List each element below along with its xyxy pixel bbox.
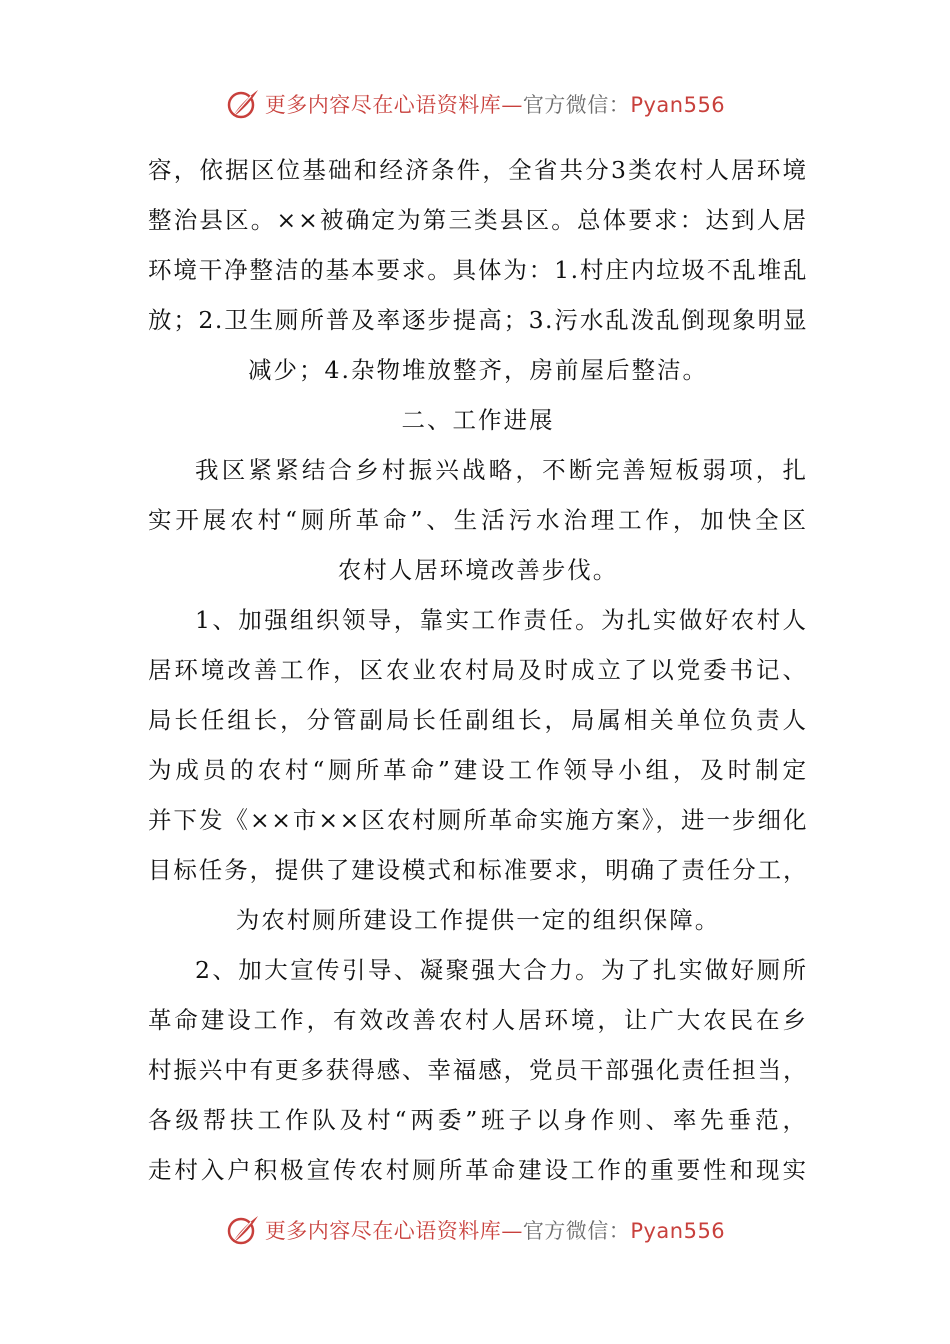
text-line: 我区紧紧结合乡村振兴战略，不断完善短板弱项，扎 <box>195 456 808 484</box>
text-line: 实开展农村“厕所革命”、生活污水治理工作，加快全区 <box>148 506 808 534</box>
watermark-banner-bottom <box>0 1210 950 1250</box>
banner-wechat-id: Pyan556 <box>630 1219 726 1243</box>
text-line: 2、加大宣传引导、凝聚强大合力。为了扎实做好厕所 <box>195 956 808 984</box>
text-line: 并下发《××市××区农村厕所革命实施方案》，进一步细化 <box>148 806 808 834</box>
text-line: 容，依据区位基础和经济条件，全省共分3类农村人居环境 <box>148 156 808 184</box>
banner-wechat-label: 官方微信： <box>522 1219 631 1243</box>
banner-separator: — <box>501 1219 523 1243</box>
banner-text <box>265 1215 725 1245</box>
banner-wechat-id: Pyan556 <box>630 93 726 117</box>
document-body <box>148 145 808 1195</box>
banner-main-text: 更多内容尽在心语资料库 <box>264 93 502 117</box>
text-line: 1、加强组织领导，靠实工作责任。为扎实做好农村人 <box>195 606 808 634</box>
text-line: 农村人居环境改善步伐。 <box>337 556 619 584</box>
banner-text <box>265 89 725 119</box>
text-line: 走村入户积极宣传农村厕所革命建设工作的重要性和现实 <box>148 1156 808 1184</box>
text-line: 目标任务，提供了建设模式和标准要求，明确了责任分工， <box>148 856 808 884</box>
quill-logo-icon <box>225 86 261 122</box>
text-line: 为成员的农村“厕所革命”建设工作领导小组，及时制定 <box>148 756 808 784</box>
banner-separator: — <box>501 93 523 117</box>
text-line: 为农村厕所建设工作提供一定的组织保障。 <box>235 906 721 934</box>
banner-wechat-label: 官方微信： <box>522 93 631 117</box>
text-line: 革命建设工作，有效改善农村人居环境，让广大农民在乡 <box>148 1006 808 1034</box>
text-line: 村振兴中有更多获得感、幸福感，党员干部强化责任担当， <box>148 1056 808 1084</box>
text-line: 局长任组长，分管副局长任副组长，局属相关单位负责人 <box>148 706 808 734</box>
text-line: 减少；4.杂物堆放整齐，房前屋后整洁。 <box>248 356 708 384</box>
text-line: 居环境改善工作，区农业农村局及时成立了以党委书记、 <box>148 656 808 684</box>
text-line: 整治县区。××被确定为第三类县区。总体要求：达到人居 <box>148 206 808 234</box>
banner-main-text: 更多内容尽在心语资料库 <box>264 1219 502 1243</box>
text-line: 放；2.卫生厕所普及率逐步提高；3.污水乱泼乱倒现象明显 <box>148 306 808 334</box>
text-line: 各级帮扶工作队及村“两委”班子以身作则、率先垂范， <box>148 1106 808 1134</box>
text-line: 环境干净整洁的基本要求。具体为：1.村庄内垃圾不乱堆乱 <box>148 256 808 284</box>
quill-logo-icon <box>225 1212 261 1248</box>
watermark-banner-top <box>0 84 950 124</box>
section-heading: 二、工作进展 <box>401 406 555 434</box>
